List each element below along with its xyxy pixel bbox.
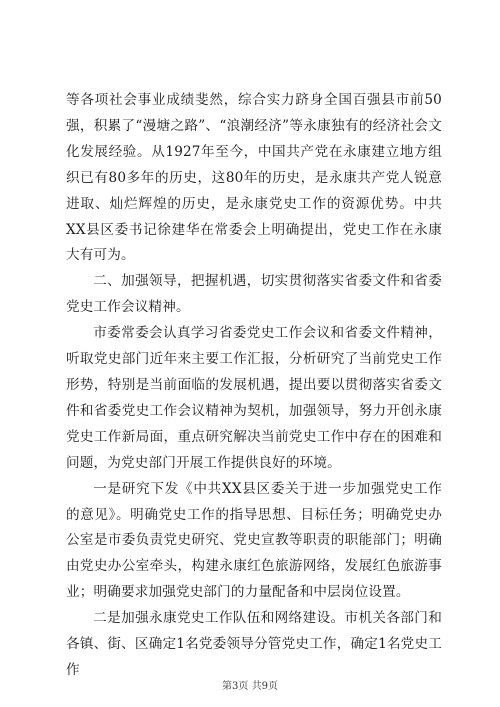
page-number-label: 第3页 共9页 <box>222 681 278 692</box>
paragraph-standing-committee: 市委常委会认真学习省委党史工作会议和省委文件精神，听取党史部门近年来主要工作汇报，分析研究了当前党史工作形势，特别是当前面临的发展机遇，提出要以贯彻落实省委文件和省委党史工作会议精神为契机，加强领导，努力开创永康党史工作新局面，重点研究解决当前党史工作中存在的困难和问题，为党史部门开展工作提供良好的环境。 <box>66 325 442 471</box>
paragraph-continued: 等各项社会事业成绩斐然，综合实力跻身全国百强县市前50强，积累了“漫塘之路”、“浪潮经济”等永康独有的经济社会文化发展经验。从1927年至今，中国共产党在永康建立地方组织已有80多年的历史，这80年的历史，是永康共产党人锐意进取、灿烂辉煌的历史，是永康党史工作的资源优势。中共XX县区委书记徐建华在常委会上明确提出，党史工作在永康大有可为。 <box>66 92 442 264</box>
page-footer <box>0 680 500 694</box>
document-body <box>66 88 442 684</box>
section-heading-2: 二、加强领导，把握机遇，切实贯彻落实省委文件和省委党史工作会议精神。 <box>66 273 442 316</box>
paragraph-item-one: 一是研究下发《中共XX县区委关于进一步加强党史工作的意见》。明确党史工作的指导思想、目标任务；明确党史办公室是市委负责党史研究、党史宣教等职责的职能部门；明确由党史办公室牵头，构建永康红色旅游网络，发展红色旅游事业；明确要求加强党史部门的力量配备和中层岗位设置。 <box>66 480 442 601</box>
paragraph-item-two: 二是加强永康党史工作队伍和网络建设。市机关各部门和各镇、街、区确定1名党委领导分管党史工作，确定1名党史工作 <box>66 610 442 678</box>
